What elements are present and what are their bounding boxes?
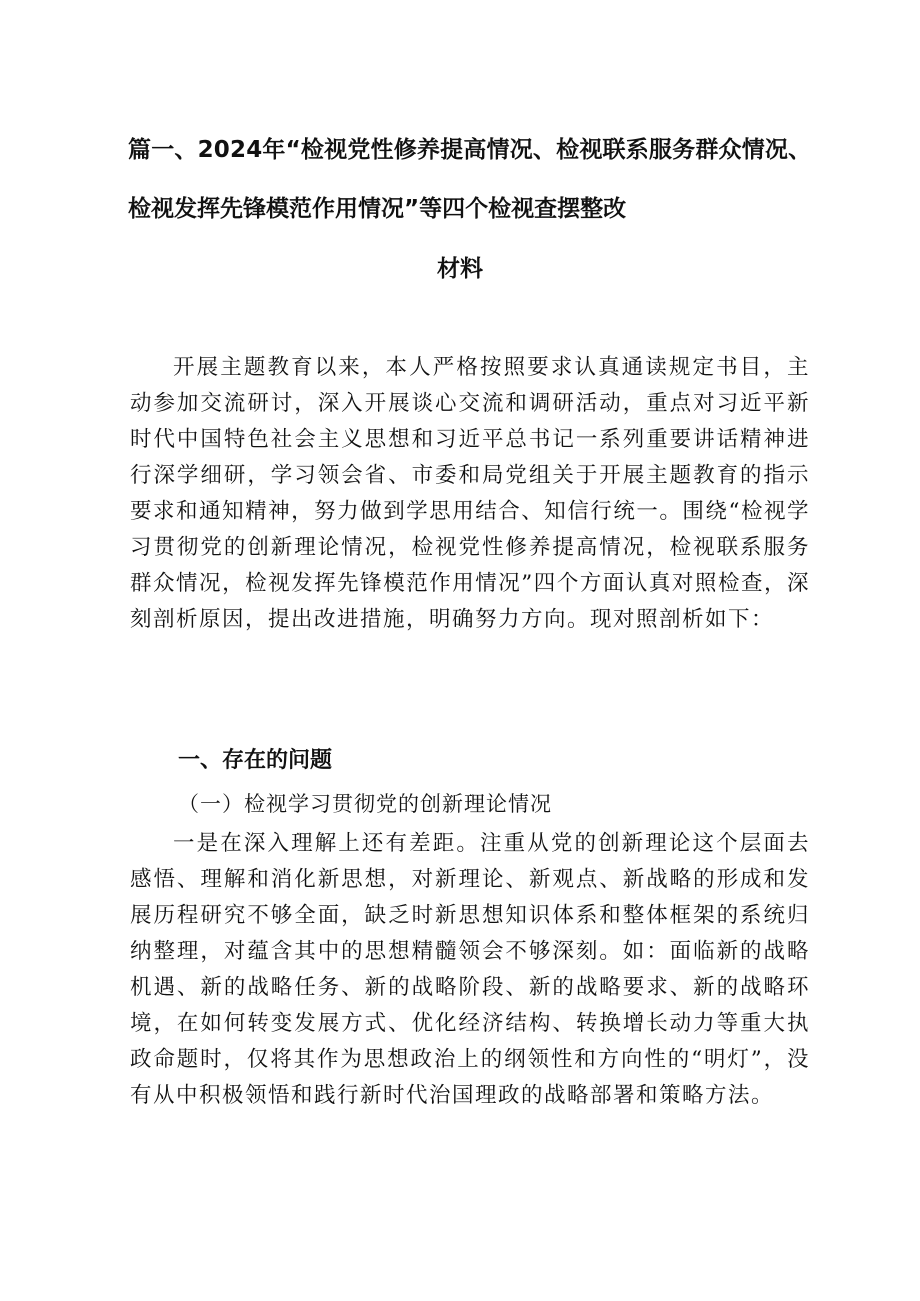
section-heading: 一、存在的问题 — [178, 748, 333, 773]
section-paragraph: 一是在深入理解上还有差距。注重从党的创新理论这个层面去感悟、理解和消化新思想，对新理论、新观点、新战略的形成和发展历程研究不够全面，缺乏时新思想知识体系和整体框架的系统归纳整理，对蕴含其中的思想精髓领会不够深刻。如：面临新的战略机遇、新的战略任务、新的战略阶段、新的战略要求、新的战略环境，在如何转变发展方式、优化经济结构、转换增长动力等重大执政命题时，仅将其作为思想政治上的纲领性和方向性的“明灯”，没有从中积极领悟和践行新时代治国理政的战略部署和策略方法。 — [130, 831, 810, 1108]
intro-paragraph: 开展主题教育以来，本人严格按照要求认真通读规定书目，主动参加交流研讨，深入开展谈心交流和调研活动，重点对习近平新时代中国特色社会主义思想和习近平总书记一系列重要讲话精神进行深学细研，学习领会省、市委和局党组关于开展主题教育的指示要求和通知精神，努力做到学思用结合、知信行统一。围绕“检视学习贯彻党的创新理论情况，检视党性修养提高情况，检视联系服务群众情况，检视发挥先锋模范作用情况”四个方面认真对照检查，深刻剖析原因，提出改进措施，明确努力方向。现对照剖析如下： — [130, 355, 810, 632]
document-title-line-3: 材料 — [437, 256, 483, 282]
document-title-line-1: 篇一、2024年“检视党性修养提高情况、检视联系服务群众情况、 — [128, 137, 812, 163]
document-title-line-2: 检视发挥先锋模范作用情况”等四个检视查摆整改 — [128, 196, 627, 222]
section-subheading: （一）检视学习贯彻党的创新理论情况 — [178, 792, 552, 816]
